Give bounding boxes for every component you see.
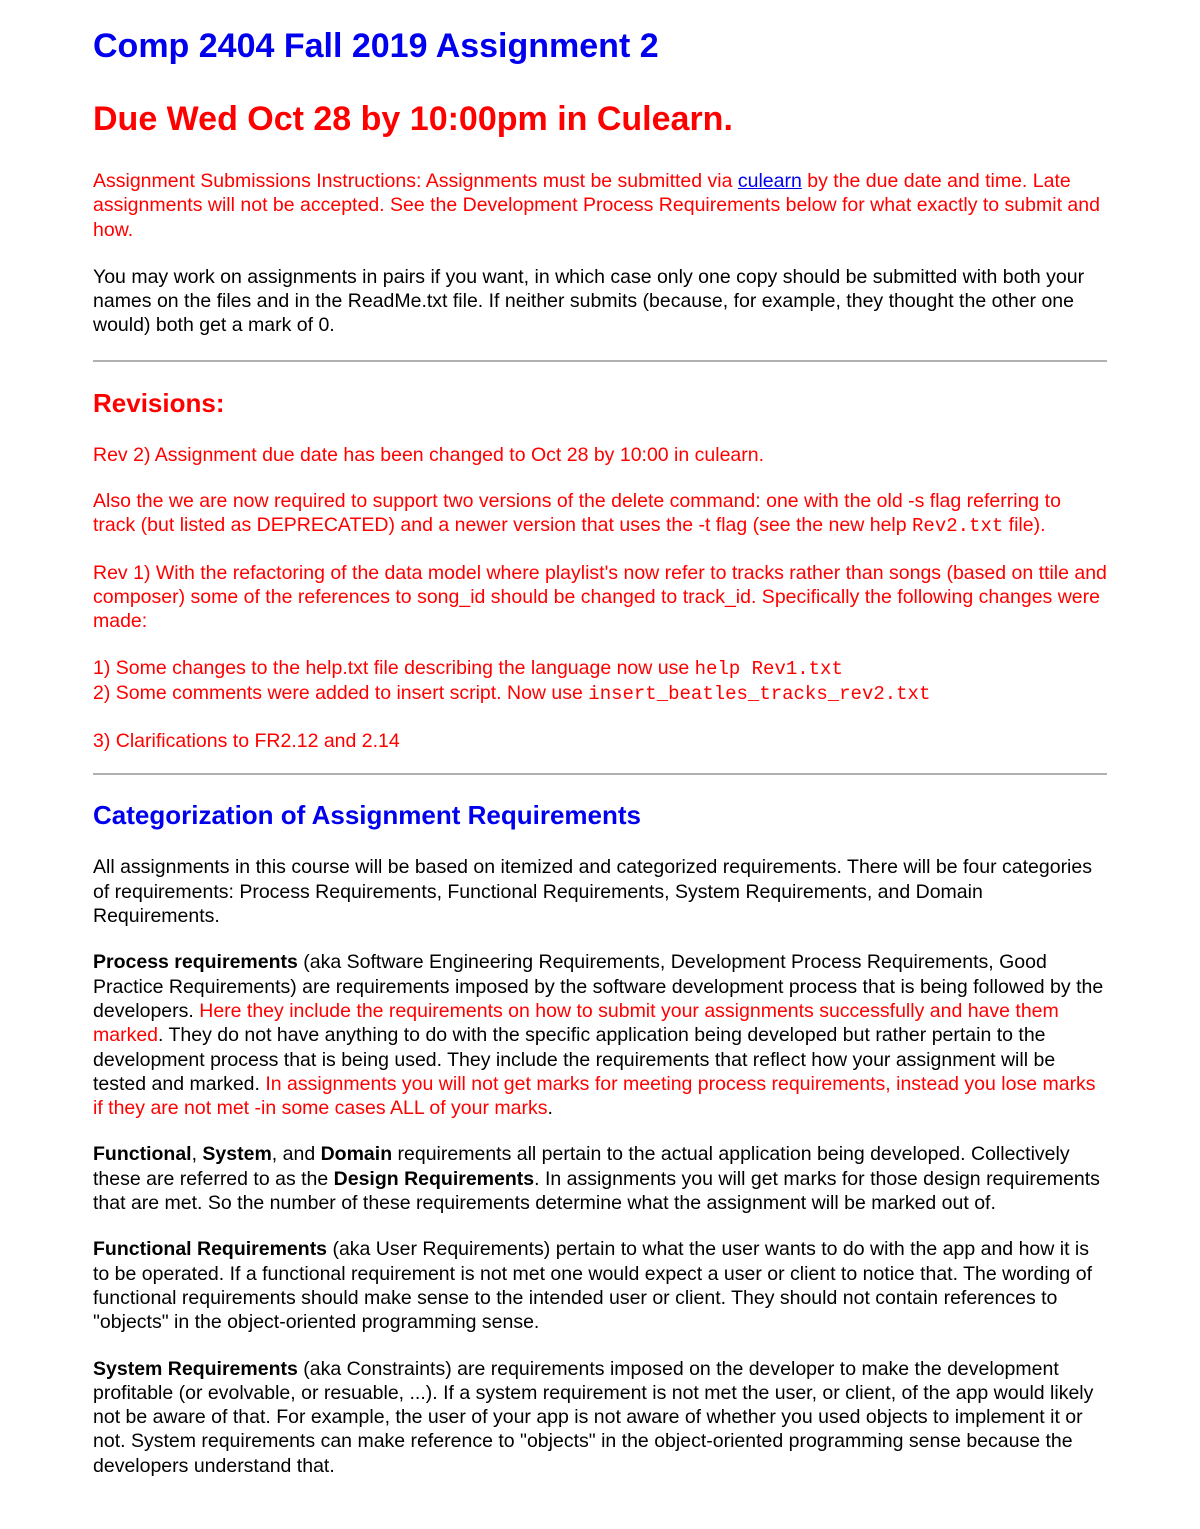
delete-text: Also the we are now required to support two versions of the delete command: one with the old -s flag referring to track (but listed as DEPRECATED) and a newer version that uses the -t flag (see the new help (93, 490, 1061, 537)
change-2-text: 2) Some comments were added to insert script. Now use (93, 681, 589, 704)
rev1-paragraph: Rev 1) With the refactoring of the data model where playlist's now refer to tracks rather than songs (based on ttile and composer) some of the references to song_id should be changed to track_id. Specifically the following changes were made: (93, 561, 1107, 633)
help-rev1-file: help Rev1.txt (694, 657, 843, 680)
delete-command-paragraph (93, 489, 1107, 539)
rev2-file: Rev2.txt (912, 515, 1004, 538)
divider (93, 360, 1107, 362)
process-text-1: (aka Software Engineering Requirements, Development Process Requirements, Good Practice Requirements) are requirements imposed by the software development process that is being followed by the developers. (93, 951, 1104, 1022)
domain-term-inline: Domain (320, 1143, 393, 1166)
pairs-paragraph: You may work on assignments in pairs if you want, in which case only one copy should be submitted with both your names on the files and in the ReadMe.txt file. If neither submits (because, for example, they thought the other one would) both get a mark of 0. (93, 265, 1085, 337)
system-term-inline: System (202, 1143, 272, 1166)
divider (93, 773, 1107, 775)
change-1 (93, 657, 843, 679)
change-2 (93, 682, 930, 704)
insert-script-file: insert_beatles_tracks_rev2.txt (588, 682, 931, 705)
document-page (93, 0, 1107, 1478)
design-text-2: . In assignments you will get marks for those design requirements that are met. So the number of these requirements determine what the assignment will be marked out of. (93, 1167, 1100, 1215)
categorization-heading: Categorization of Assignment Requirements (93, 800, 641, 831)
functional-text: (aka User Requirements) pertain to what the user wants to do with the app and how it is to be operated. If a functional requirement is not met one would expect a user or client to notice that. The wording of functional requirements should make sense to the intended user or client. They should not contain references to "objects" in the object-oriented programming sense. (93, 1238, 1093, 1334)
system-requirements-paragraph (93, 1357, 1107, 1478)
process-term: Process requirements (93, 951, 298, 974)
page-title: Comp 2404 Fall 2019 Assignment 2 (93, 27, 659, 65)
revisions-heading: Revisions: (93, 387, 225, 418)
process-requirements-paragraph (93, 950, 1107, 1120)
culearn-link[interactable]: culearn (737, 170, 802, 192)
functional-requirements-paragraph (93, 1237, 1107, 1334)
submission-text-end: by the due date and time. Late assignments will not be accepted. See the Development Process Requirements below for what exactly to submit and how. (93, 170, 1100, 241)
process-text-2: . They do not have anything to do with the specific application being developed but rather pertain to the development process that is being used. They include the requirements that reflect how your assignment will be tested and marked. (93, 1024, 1056, 1095)
change-1-text: 1) Some changes to the help.txt file describing the language now use (93, 656, 695, 679)
submission-instructions (93, 169, 1107, 242)
functional-term: Functional Requirements (93, 1238, 328, 1261)
system-text: (aka Constraints) are requirements imposed on the developer to make the development profitable (or evolvable, or resuable, ...). If a system requirement is not met the user, or client, of the app would likely not be aware of that. For example, the user of your app is not aware of whether you used objects to implement it or not. System requirements can make reference to "objects" in the object-oriented programming sense because the developers understand that. (93, 1357, 1094, 1477)
design-term: Design Requirements (333, 1167, 535, 1190)
sep-2: , and (271, 1143, 321, 1166)
functional-term-inline: Functional (93, 1143, 192, 1166)
system-term: System Requirements (93, 1357, 298, 1380)
process-red-1: Here they include the requirements on how to submit your assignments successfully and have them marked (93, 999, 1059, 1047)
change-list (93, 656, 1107, 707)
rev2-paragraph: Rev 2) Assignment due date has been changed to Oct 28 by 10:00 in culearn. (93, 443, 765, 466)
change-3: 3) Clarifications to FR2.12 and 2.14 (93, 730, 400, 753)
delete-end: file). (1003, 514, 1046, 537)
sep-1: , (191, 1143, 203, 1166)
process-end: . (547, 1097, 553, 1120)
design-text-1: requirements all pertain to the actual application being developed. Collectively these are referred to as the (93, 1143, 1070, 1190)
categorization-intro: All assignments in this course will be based on itemized and categorized requirements. There will be four categories of requirements: Process Requirements, Functional Requirements, System Requirements, and Domain Requirements. (93, 856, 1092, 928)
due-date-heading: Due Wed Oct 28 by 10:00pm in Culearn. (93, 100, 733, 138)
design-requirements-paragraph (93, 1142, 1107, 1215)
process-red-2: In assignments you will not get marks for meeting process requirements, instead you lose marks if they are not met -in some cases ALL of your marks (93, 1072, 1096, 1120)
submission-text-start: Assignment Submissions Instructions: Assignments must be submitted via (93, 170, 738, 192)
